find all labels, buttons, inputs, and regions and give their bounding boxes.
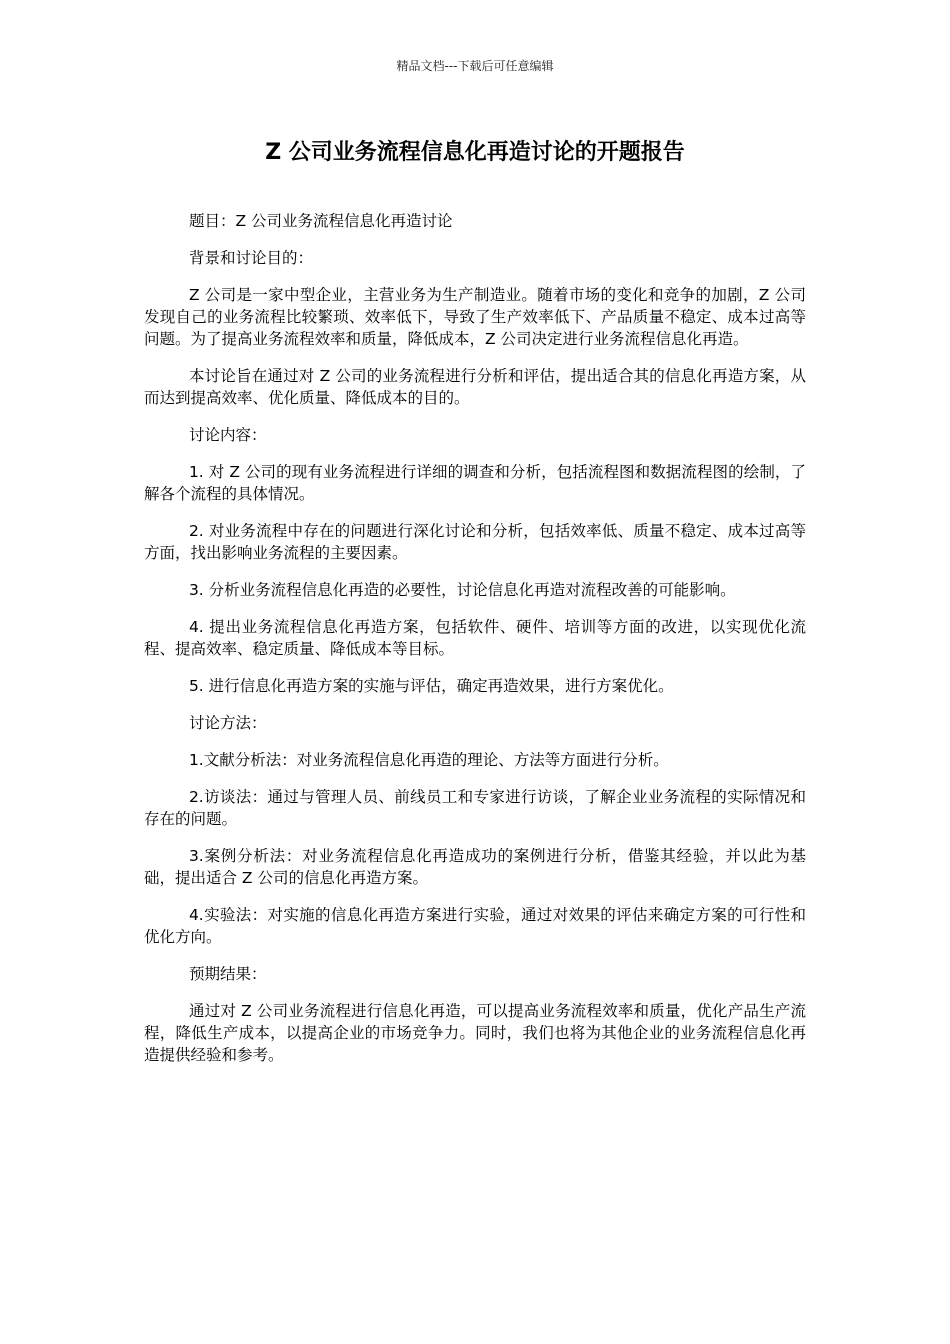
document-body xyxy=(144,210,806,1081)
heading-background: 背景和讨论目的： xyxy=(188,249,313,267)
content-item-1: 1. 对 Z 公司的现有业务流程进行详细的调查和分析，包括流程图和数据流程图的绘制，了解各个流程的具体情况。 xyxy=(144,463,806,503)
content-item-5: 5. 进行信息化再造方案的实施与评估，确定再造效果，进行方案优化。 xyxy=(188,677,674,695)
paragraph-expected-results: 通过对 Z 公司业务流程进行信息化再造，可以提高业务流程效率和质量，优化产品生产流程，降低生产成本，以提高企业的市场竞争力。同时，我们也将为其他企业的业务流程信息化再造提供经验和参考。 xyxy=(144,1002,806,1064)
method-item-4: 4.实验法：对实施的信息化再造方案进行实验，通过对效果的评估来确定方案的可行性和优化方向。 xyxy=(144,906,806,946)
method-item-1: 1.文献分析法：对业务流程信息化再造的理论、方法等方面进行分析。 xyxy=(188,751,669,769)
header-note: 精品文档---下载后可任意编辑 xyxy=(396,59,554,73)
heading-expected-results: 预期结果： xyxy=(188,965,267,983)
paragraph-background: Z 公司是一家中型企业，主营业务为生产制造业。随着市场的变化和竞争的加剧，Z 公司发现自己的业务流程比较繁琐、效率低下，导致了生产效率低下、产品质量不稳定、成本过高等问题。为了提高业务流程效率和质量，降低成本，Z 公司决定进行业务流程信息化再造。 xyxy=(144,286,806,348)
paragraph-purpose: 本讨论旨在通过对 Z 公司的业务流程进行分析和评估，提出适合其的信息化再造方案，从而达到提高效率、优化质量、降低成本的目的。 xyxy=(144,367,806,407)
content-item-3: 3. 分析业务流程信息化再造的必要性，讨论信息化再造对流程改善的可能影响。 xyxy=(188,581,736,599)
method-item-2: 2.访谈法：通过与管理人员、前线员工和专家进行访谈，了解企业业务流程的实际情况和存在的问题。 xyxy=(144,788,806,828)
document-title: Z 公司业务流程信息化再造讨论的开题报告 xyxy=(265,140,685,165)
heading-content: 讨论内容： xyxy=(188,426,267,444)
paragraph-topic: 题目：Z 公司业务流程信息化再造讨论 xyxy=(188,212,453,230)
method-item-3: 3.案例分析法：对业务流程信息化再造成功的案例进行分析，借鉴其经验，并以此为基础，提出适合 Z 公司的信息化再造方案。 xyxy=(144,847,806,887)
content-item-2: 2. 对业务流程中存在的问题进行深化讨论和分析，包括效率低、质量不稳定、成本过高等方面，找出影响业务流程的主要因素。 xyxy=(144,522,806,562)
heading-methods: 讨论方法： xyxy=(188,714,267,732)
content-item-4: 4. 提出业务流程信息化再造方案，包括软件、硬件、培训等方面的改进，以实现优化流程、提高效率、稳定质量、降低成本等目标。 xyxy=(144,618,806,658)
